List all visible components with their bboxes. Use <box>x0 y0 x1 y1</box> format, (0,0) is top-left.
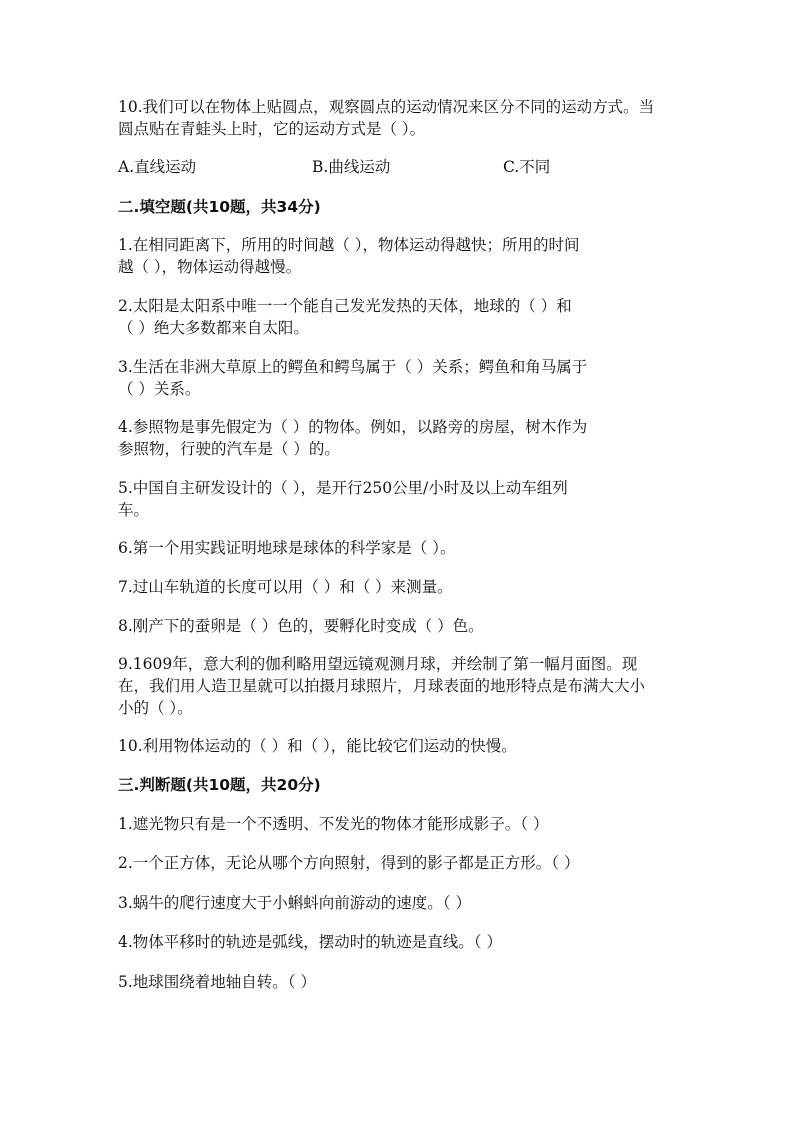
question-text: 1.在相同距离下，所用的时间越（ ），物体运动得越快；所用的时间 <box>118 236 580 254</box>
question-text: 5.地球围绕着地轴自转。（ ） <box>118 973 316 991</box>
question-text: 2.太阳是太阳系中唯一一个能自己发光发热的天体，地球的（ ）和 <box>118 297 572 315</box>
section-heading: 二.填空题(共10题，共34分) <box>118 198 321 216</box>
question-text: 小的（ ）。 <box>118 699 193 717</box>
question-text: （ ）关系。 <box>118 380 201 398</box>
question-text: 在，我们用人造卫星就可以拍摄月球照片，月球表面的地形特点是布满大大小 <box>118 677 646 695</box>
question-text: 参照物，行驶的汽车是（ ）的。 <box>118 440 340 458</box>
question-text: 3.蜗牛的爬行速度大于小蝌蚪向前游动的速度。（ ） <box>118 894 471 912</box>
section-heading: 三.判断题(共10题，共20分) <box>118 776 321 794</box>
question-text: 3.生活在非洲大草原上的鳄鱼和鳄鸟属于（ ）关系；鳄鱼和角马属于 <box>118 358 588 376</box>
question-text: 2.一个正方体，无论从哪个方向照射，得到的影子都是正方形。（ ） <box>118 854 580 872</box>
question-text: 10.利用物体运动的（ ）和（ ），能比较它们运动的快慢。 <box>118 737 517 755</box>
question-text: 越（ ），物体运动得越慢。 <box>118 258 302 276</box>
option-a: A.直线运动 <box>118 158 197 176</box>
question-text: 车。 <box>118 501 150 519</box>
question-text: 7.过山车轨道的长度可以用（ ）和（ ）来测量。 <box>118 578 453 596</box>
question-text: 6.第一个用实践证明地球是球体的科学家是（ ）。 <box>118 539 456 557</box>
question-text: （ ）绝大多数都来自太阳。 <box>118 319 309 337</box>
question-text: 8.刚产下的蚕卵是（ ）色的，要孵化时变成（ ）色。 <box>118 617 484 635</box>
question-text: 圆点贴在青蛙头上时，它的运动方式是（ ）。 <box>118 120 426 138</box>
question-text: 5.中国自主研发设计的（ ），是开行250公里/小时及以上动车组列 <box>118 479 568 497</box>
option-c: C.不同 <box>503 158 551 176</box>
question-text: 1.遮光物只有是一个不透明、不发光的物体才能形成影子。（ ） <box>118 815 549 833</box>
question-text: 4.参照物是事先假定为（ ）的物体。例如，以路旁的房屋，树木作为 <box>118 418 588 436</box>
question-text: 4.物体平移时的轨迹是弧线，摆动时的轨迹是直线。（ ） <box>118 933 502 951</box>
question-text: 10.我们可以在物体上贴圆点，观察圆点的运动情况来区分不同的运动方式。当 <box>118 98 655 116</box>
question-text: 9.1609年，意大利的伽利略用望远镜观测月球，并绘制了第一幅月面图。现 <box>118 655 638 673</box>
option-b: B.曲线运动 <box>312 158 391 176</box>
